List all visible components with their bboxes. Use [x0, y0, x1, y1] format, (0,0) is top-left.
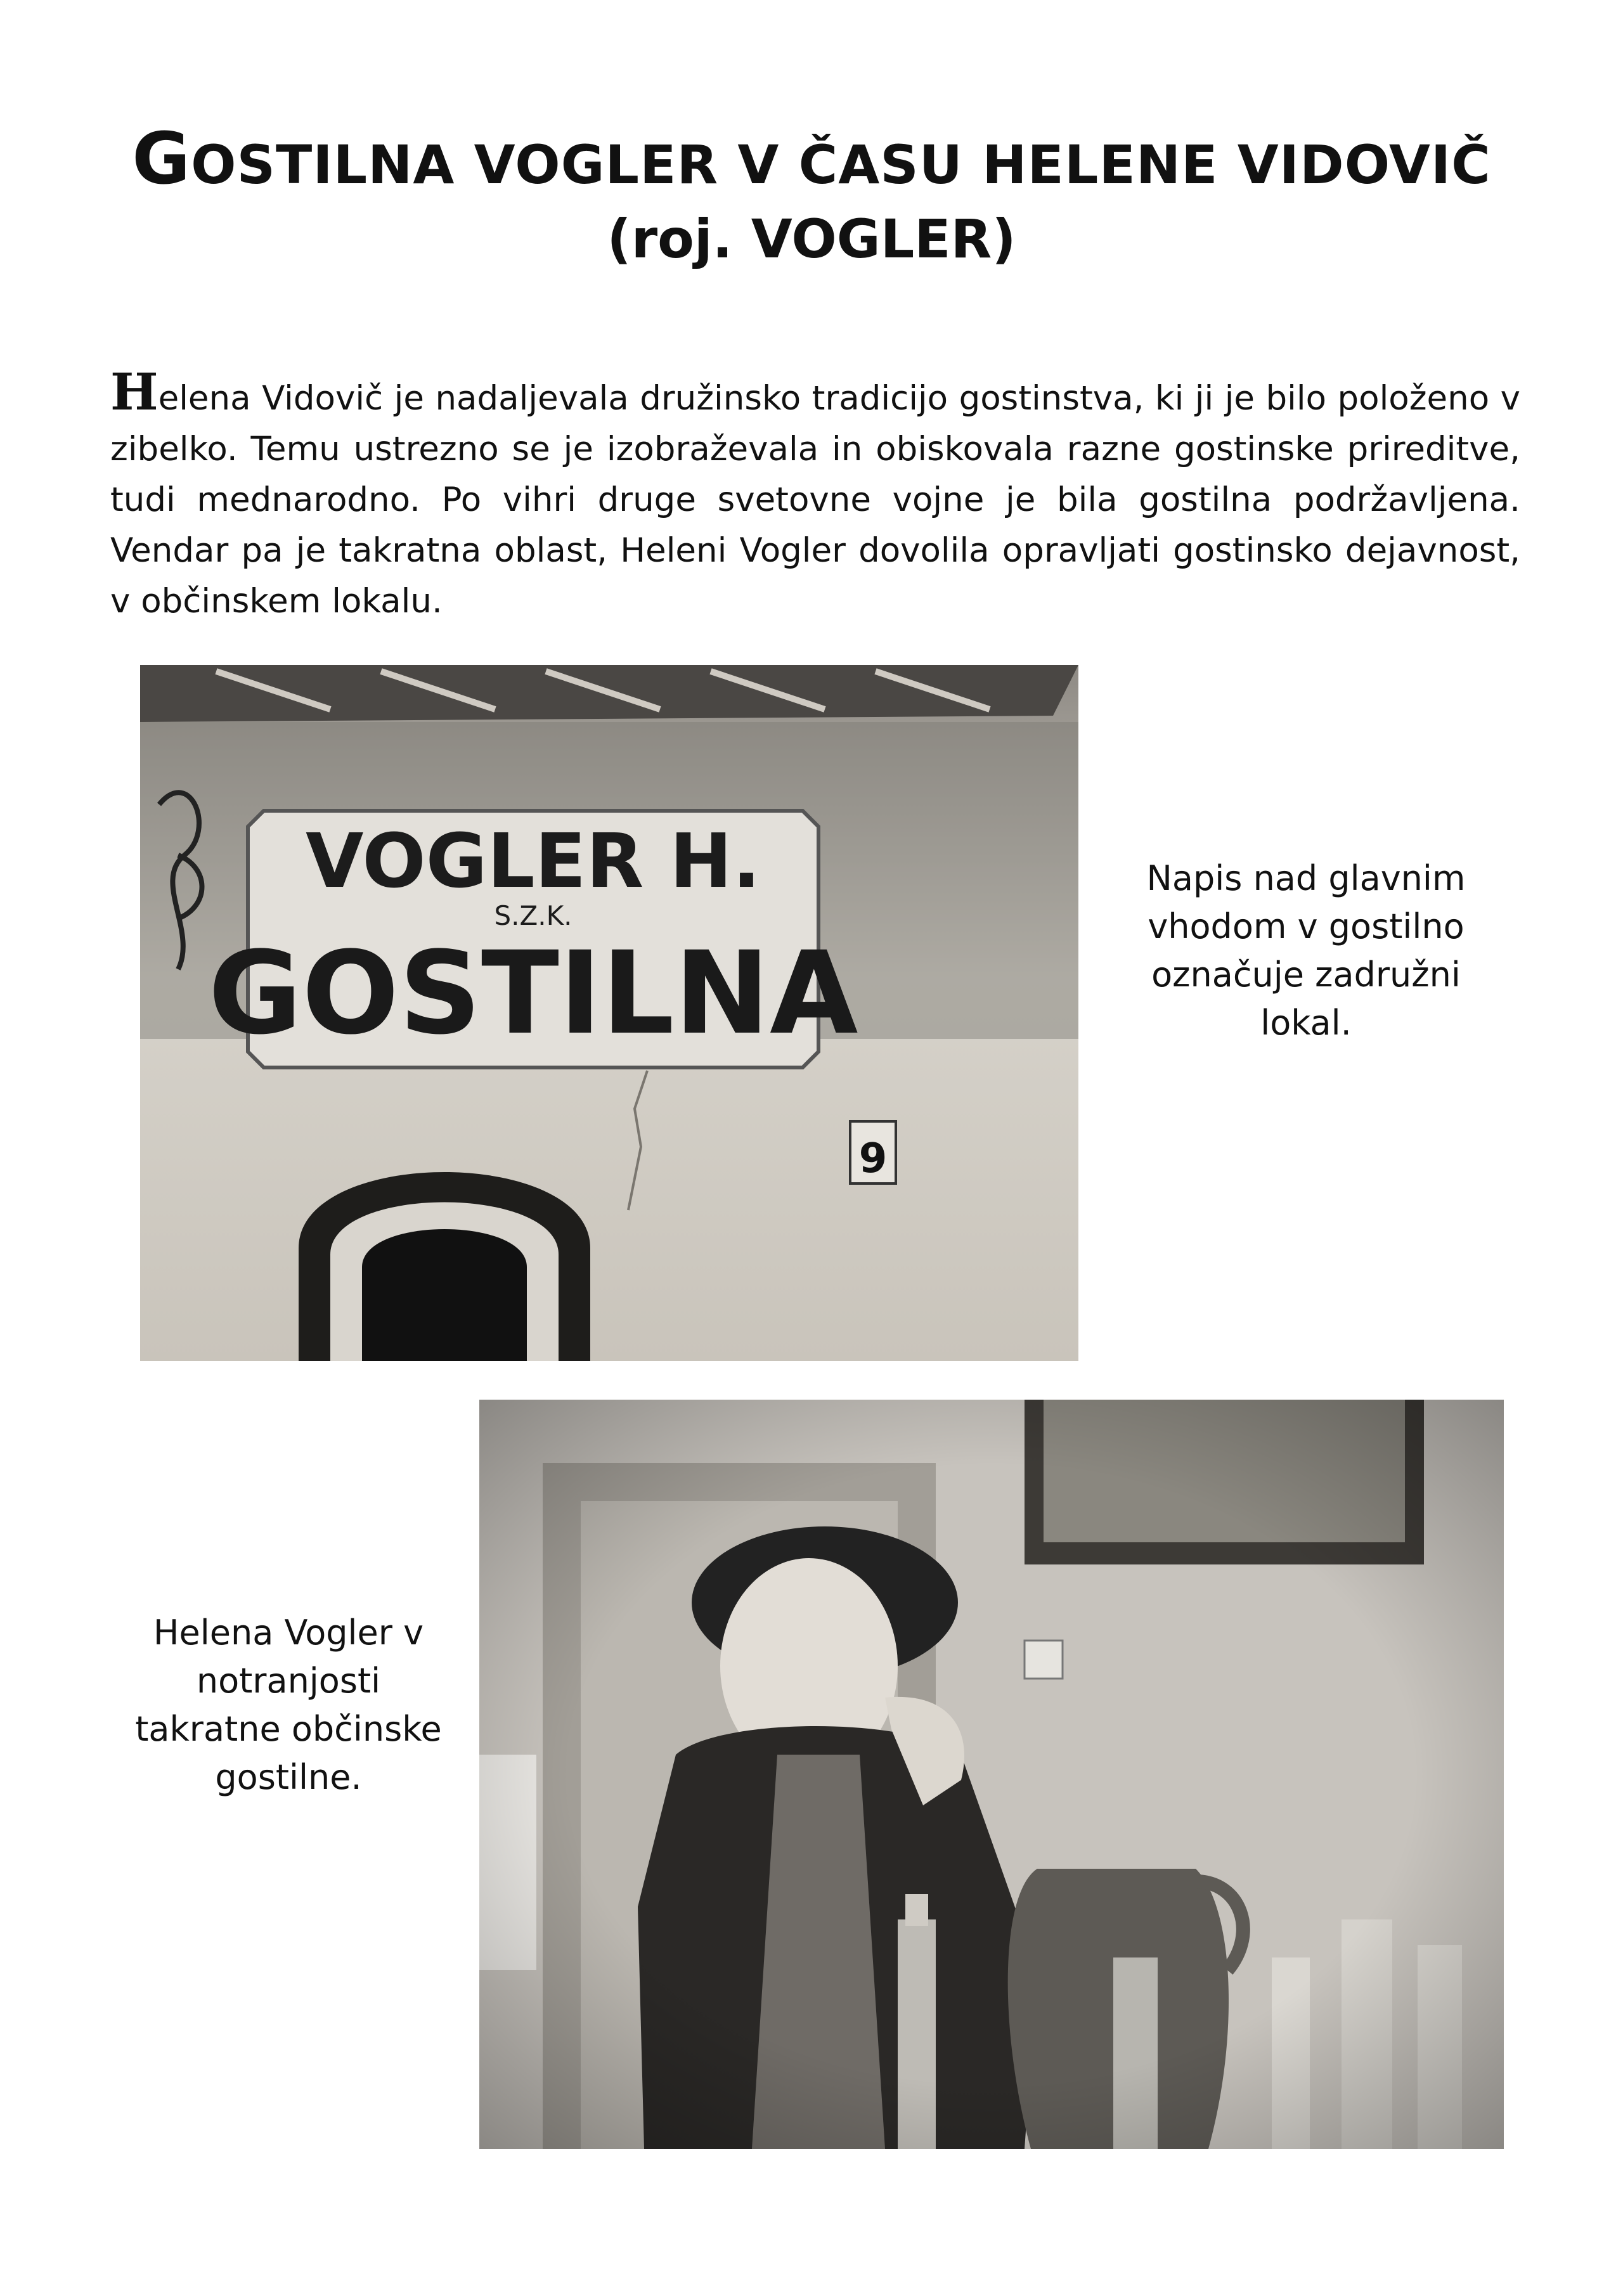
intro-paragraph [110, 362, 1520, 627]
caption-portrait-photo: Helena Vogler v notranjosti takratne občinske gostilne. [135, 1613, 442, 1797]
photo-helena-vogler [479, 1400, 1504, 2149]
caption-sign-photo: Napis nad glavnim vhodom v gostilno označuje zadružni lokal. [1146, 858, 1466, 1043]
photo-gostilna-sign [140, 665, 1078, 1361]
intro-text: elena Vidovič je nadaljevala družinsko tradicijo gostinstva, ki ji je bilo položeno v zibelko. Temu ustrezno se je izobraževala in obiskovala razne gostinske prireditve, tudi mednarodno. Po vihri druge svetovne vojne je bila gostilna podržavljena. Vendar pa je takratna oblast, Heleni Vogler dovolila opravljati gostinsko dejavnost, v občinskem lokalu. [110, 379, 1520, 621]
title-initial: G [132, 118, 191, 200]
portrait-photo-drawing [479, 1400, 1504, 2149]
sign-line3: GOSTILNA [208, 927, 858, 1060]
house-number: 9 [858, 1135, 888, 1182]
sign-line2: S.Z.K. [494, 900, 572, 931]
title-text: OSTILNA VOGLER V ČASU HELENE VIDOVIČ [191, 134, 1491, 196]
sign-line1: VOGLER H. [306, 817, 761, 905]
page-title [0, 118, 1623, 200]
sign-photo-drawing [140, 665, 1078, 1361]
drop-cap: H [110, 362, 158, 422]
page-subtitle: (roj. VOGLER) [607, 208, 1016, 270]
